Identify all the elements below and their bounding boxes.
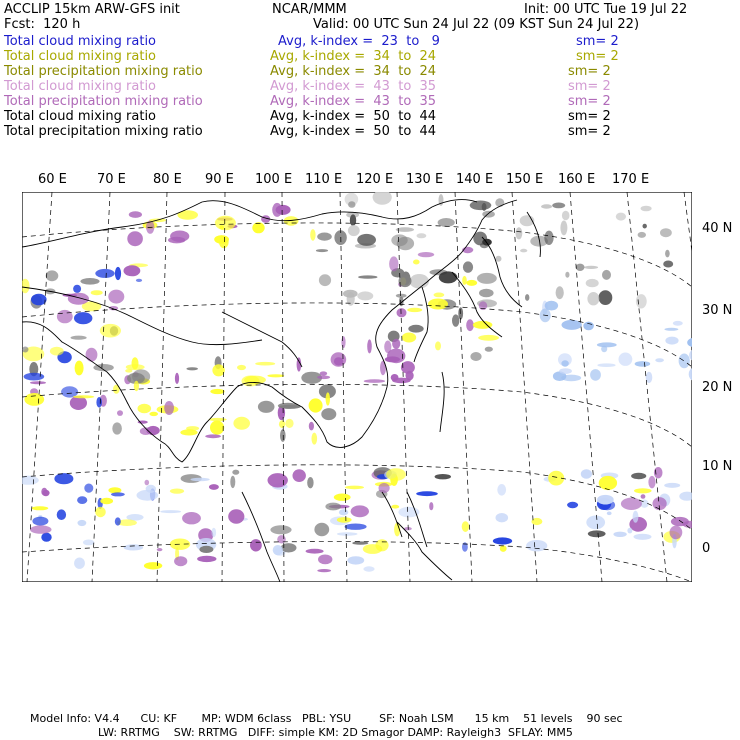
longitude-label: 150 E [506,172,544,187]
cloud-patch [363,544,383,554]
legend-smoothing: sm= 2 [576,49,619,64]
longitude-label: 110 E [305,172,343,187]
cloud-patch [325,503,341,511]
cloud-patch [525,294,529,301]
legend-field-name: Total precipitation mixing ratio [4,94,203,109]
cloud-patch [136,279,142,282]
cloud-patch [24,393,44,406]
cloud-patch [482,211,495,218]
longitude-label: 100 E [255,172,293,187]
cloud-patch [643,224,647,229]
cloud-patch [413,260,420,265]
cloud-patch [309,422,314,431]
cloud-patch [57,509,66,520]
cloud-patch [317,233,332,241]
cloud-patch [380,361,386,376]
cloud-patch [364,379,385,383]
cloud-patch [663,261,673,268]
cloud-patch [634,534,652,540]
legend-smoothing: sm= 2 [568,109,611,124]
cloud-patch [429,502,433,510]
legend-avg-range: Avg, k-index = 50 to 44 [270,109,437,124]
cloud-patch [74,558,85,569]
cloud-patch [607,512,612,516]
cloud-patch [115,517,121,525]
cloud-patch [348,201,355,208]
cloud-patch [77,496,87,504]
cloud-patch [462,521,469,532]
cloud-patch [602,270,611,280]
cloud-patch [587,292,599,305]
cloud-patch [182,512,201,524]
legend-smoothing: sm= 2 [568,94,611,109]
cloud-patch [32,517,48,526]
cloud-patch [627,528,632,534]
cloud-patch [228,509,244,523]
cloud-patch [576,264,585,271]
cloud-patch [556,286,564,299]
legend-avg-range: Avg, k-index = 43 to 35 [270,79,437,94]
cloud-patch [562,211,570,220]
longitude-label: 160 E [558,172,596,187]
cloud-patch [526,540,547,551]
legend-avg-range: Avg, k-index = 23 to 9 [278,34,440,49]
cloud-patch [463,261,473,272]
legend-field-name: Total cloud mixing ratio [4,79,157,94]
cloud-patch [641,206,652,212]
cloud-patch [351,505,369,517]
legend-field-name: Total cloud mixing ratio [4,49,157,64]
cloud-patch [267,374,284,377]
cloud-patch [215,216,236,231]
cloud-patch [584,266,598,269]
cloud-patch [679,354,690,369]
cloud-patch [317,569,331,572]
organization-label: NCAR/MMM [272,2,347,17]
cloud-patch [621,498,642,510]
cloud-patch [392,378,411,384]
cloud-patch [108,290,124,304]
cloud-patch [348,225,360,236]
cloud-patch [137,490,159,501]
forecast-hour: Fcst: 120 h [4,17,81,32]
model-info-line1: Model Info: V4.4 CU: KF MP: WDM 6class PBL: YSU SF: Noah LSM 15 km 51 levels 90 sec [30,712,623,725]
cloud-patch [586,516,605,530]
cloud-patch [341,336,345,348]
cloud-patch [214,235,229,244]
cloud-patch [157,548,163,551]
cloud-patch [293,469,306,482]
legend-field-name: Total precipitation mixing ratio [4,124,203,139]
legend-avg-range: Avg, k-index = 50 to 44 [270,124,437,139]
cloud-patch [482,239,492,246]
cloud-patch [496,256,502,262]
legend-field-name: Total cloud mixing ratio [4,109,157,124]
cloud-patch [138,404,152,414]
cloud-patch [250,539,262,551]
cloud-patch [516,227,523,239]
cloud-patch [347,556,364,564]
cloud-patch [350,214,356,226]
longitude-label: 60 E [38,172,67,187]
cloud-patch [258,401,275,413]
cloud-patch [78,520,87,526]
init-time: Init: 00 UTC Tue 19 Jul 22 [524,2,688,17]
cloud-patch [635,361,651,367]
cloud-patch [358,275,377,278]
cloud-patch [660,228,672,237]
cloud-patch [520,249,527,253]
latitude-label: 20 N [702,380,733,395]
cloud-patch [230,476,235,488]
cloud-patch [112,422,122,434]
cloud-patch [477,273,497,284]
cloud-patch [599,290,613,305]
cloud-patch [462,276,467,285]
cloud-patch [73,285,81,293]
cloud-patch [307,477,313,488]
cloud-patch [560,221,567,236]
legend-smoothing: sm= 2 [568,124,611,139]
cloud-patch [408,325,423,333]
cloud-patch [586,279,599,287]
cloud-patch [458,307,463,319]
longitude-label: 120 E [356,172,394,187]
cloud-patch [170,231,189,242]
cloud-patch [665,250,670,258]
cloud-patch [326,392,330,405]
legend-avg-range: Avg, k-index = 43 to 35 [270,94,437,109]
cloud-patch [31,294,47,306]
valid-time: Valid: 00 UTC Sun 24 Jul 22 (09 KST Sun 24 Jul 22) [313,17,640,32]
cloud-patch [655,358,664,362]
cloud-patch [210,421,224,435]
cloud-patch [638,232,646,238]
cloud-patch [219,225,224,229]
legend-field-name: Total precipitation mixing ratio [4,64,203,79]
cloud-patch [310,229,315,241]
cloud-patch [417,233,427,238]
cloud-patch [334,494,351,501]
cloud-patch [160,510,181,513]
cloud-patch [671,517,689,526]
cloud-patch [124,265,141,276]
cloud-patch [416,491,438,496]
cloud-patch [50,347,64,356]
cloud-patch [597,342,617,347]
cloud-patch [613,532,626,537]
cloud-patch [309,398,323,412]
cloud-patch [255,362,275,366]
cloud-patch [337,517,352,523]
cloud-patch [470,201,492,211]
cloud-patch [30,381,46,384]
cloud-patch [619,353,633,366]
cloud-patch [41,533,51,542]
cloud-patch [321,408,336,420]
cloud-patch [285,419,293,428]
cloud-patch [496,513,509,522]
cloud-patch [428,299,448,310]
cloud-patch [633,511,639,523]
cloud-patch [397,308,407,317]
latitude-label: 30 N [702,303,733,318]
cloud-patch [339,509,348,515]
cloud-patch [237,365,246,370]
cloud-patch [357,234,376,246]
cloud-patch [402,333,416,343]
cloud-patch [232,470,239,475]
cloud-patch [636,294,647,308]
cloud-patch [479,289,494,298]
cloud-patch [280,429,286,442]
cloud-patch [389,256,398,271]
cloud-patch [561,375,581,382]
cloud-patch [212,528,217,537]
cloud-patch [73,395,94,398]
cloud-patch [545,301,558,311]
cloud-patch [144,562,162,569]
longitude-label: 90 E [205,172,234,187]
cloud-patch [54,473,73,484]
cloud-patch [367,339,372,353]
cloud-patch [665,337,678,345]
cloud-patch [22,347,28,353]
cloud-patch [641,494,646,499]
cloud-patch [24,373,45,381]
cloud-patch [391,505,399,509]
legend-smoothing: sm= 2 [568,79,611,94]
cloud-patch [567,502,578,508]
cloud-patch [306,549,324,554]
cloud-patch [485,347,493,352]
cloud-patch [125,369,132,373]
cloud-patch [84,484,93,493]
cloud-patch [316,249,328,252]
cloud-patch [345,524,367,530]
cloud-patch [252,222,264,233]
cloud-patch [435,341,441,350]
longitude-label: 140 E [456,172,494,187]
cloud-patch [634,488,652,493]
cloud-patch [175,373,179,384]
legend-avg-range: Avg, k-index = 34 to 24 [270,49,437,64]
cloud-patch [500,545,507,552]
longitude-label: 80 E [153,172,182,187]
cloud-patch [434,293,445,298]
cloud-patch [398,507,419,518]
cloud-patch [581,469,592,478]
cloud-patch [75,361,84,376]
cloud-patch [470,352,481,361]
cloud-patch [337,532,358,535]
cloud-patch [407,308,422,312]
cloud-patch [115,267,121,280]
cloud-patch [205,434,221,438]
cloud-patch [493,537,512,544]
cloud-patch [86,348,98,362]
latitude-label: 0 [702,541,711,556]
legend-avg-range: Avg, k-index = 34 to 24 [270,64,437,79]
cloud-patch [552,203,565,209]
cloud-patch [41,488,47,496]
cloud-patch [145,480,150,486]
cloud-patch [544,231,553,245]
cloud-patch [100,324,121,338]
cloud-patch [71,336,87,340]
cloud-patch [386,468,406,481]
cloud-patch [268,473,288,487]
cloud-patch [334,357,343,365]
cloud-patch [191,478,210,481]
longitude-label: 170 E [612,172,650,187]
cloud-patch [648,476,655,488]
cloud-patch [100,498,113,504]
cloud-patch [452,314,459,326]
cloud-patch [319,274,331,286]
cloud-patch [132,369,150,383]
cloud-patch [186,426,199,431]
cloud-patch [597,363,615,367]
cloud-patch [30,525,51,533]
cloud-patch [197,556,216,562]
cloud-patch [320,371,328,375]
latitude-label: 10 N [702,459,733,474]
cloud-patch [318,555,332,565]
cloud-patch [384,341,391,354]
cloud-patch [91,290,103,295]
cloud-patch [57,310,73,323]
cloud-patch [466,319,474,331]
cloud-patch [478,335,499,341]
cloud-patch [68,293,89,305]
model-info-line2: LW: RRTMG SW: RRTMG DIFF: simple KM: 2D Smagor DAMP: Rayleigh3 SFLAY: MM5 [98,726,573,739]
cloud-patch [616,213,626,221]
cloud-patch [46,270,59,281]
cloud-patch [497,484,506,496]
cloud-patch [654,467,663,478]
cloud-patch [272,203,282,217]
legend-smoothing: sm= 2 [576,34,619,49]
cloud-patch [210,389,224,394]
cloud-patch [673,321,683,326]
cloud-patch [279,420,285,428]
legend-smoothing: sm= 2 [568,64,611,79]
legend-field-name: Total cloud mixing ratio [4,34,157,49]
longitude-label: 130 E [406,172,444,187]
cloud-patch [670,526,683,540]
cloud-patch [83,540,94,546]
cloud-patch [186,367,198,370]
cloud-patch [170,489,184,494]
cloud-patch [312,433,318,445]
cloud-patch [273,545,283,555]
cloud-patch [583,322,594,331]
cloud-patch [392,339,400,349]
map-title: ACCLIP 15km ARW-GFS init [4,2,180,17]
cloud-patch [149,412,158,416]
cloud-patch [96,397,102,408]
cloud-patch [435,474,451,479]
cloud-patch [541,204,552,208]
cloud-patch [111,492,125,496]
cloud-patch [164,401,174,415]
cloud-patch [561,360,568,366]
cloud-patch [363,566,374,571]
cloud-patch [345,486,364,490]
cloud-patch [80,278,99,285]
cloud-patch [129,211,142,218]
cloud-patch [32,506,49,510]
cloud-patch [439,271,458,283]
forecast-map [22,192,692,582]
cloud-patch [466,280,477,286]
cloud-patch [588,530,606,537]
cloud-patch [631,473,646,479]
cloud-patch [124,544,144,550]
cloud-patch [209,484,219,490]
cloud-patch [95,507,106,517]
cloud-patch [590,369,601,381]
cloud-patch [599,476,617,490]
cloud-patch [270,525,291,534]
latitude-label: 40 N [702,221,733,236]
cloud-patch [600,501,610,504]
cloud-patch [117,410,123,416]
cloud-patch [357,291,373,300]
cloud-patch [74,312,92,324]
cloud-patch [397,237,414,250]
cloud-patch [418,252,434,257]
cloud-patch [281,543,297,552]
cloud-patch [347,292,355,306]
cloud-patch [127,231,143,246]
cloud-patch [565,272,569,278]
cloud-patch [664,328,678,331]
cloud-patch [174,556,187,566]
cloud-patch [95,269,114,278]
cloud-patch [209,418,227,421]
cloud-patch [212,364,224,376]
cloud-patch [314,523,329,536]
cloud-patch [410,274,429,289]
cloud-patch [559,368,572,374]
cloud-patch [317,376,330,380]
cloud-patch [233,417,250,430]
longitude-label: 70 E [97,172,126,187]
cloud-patch [495,198,504,207]
cloud-patch [199,546,213,553]
cloud-patch [664,483,680,488]
cloud-patch [379,483,390,493]
